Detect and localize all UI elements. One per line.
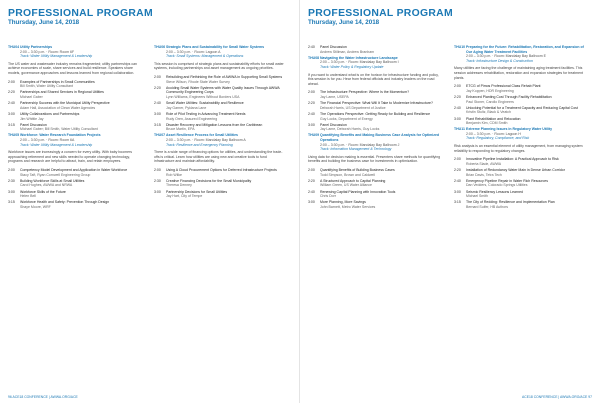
talk-title: Quantifying Benefits of Building Business Cases xyxy=(320,168,395,173)
talk-speaker: Paul Stoner, Carollo Engineers xyxy=(466,99,514,104)
talk-body xyxy=(320,112,430,121)
talk-time: 2:00 xyxy=(454,157,461,162)
talk-body xyxy=(20,112,79,121)
talk-body xyxy=(166,190,227,199)
talk-title: Creative Financing Decisions for the Small Municipality xyxy=(166,178,252,183)
talk-time: 2:20 xyxy=(454,94,461,99)
talk-body xyxy=(320,190,395,199)
right-page xyxy=(300,0,600,403)
talk-body xyxy=(466,200,555,209)
session-description: Using data for decision making is essential. Presenters share methods for quantifying benefits and building the business case for investments in optimization. xyxy=(308,154,441,164)
session-block xyxy=(154,133,287,147)
talk-time: 3:15 xyxy=(154,122,161,127)
talk-time: 2:00 xyxy=(308,90,315,95)
talk-item xyxy=(308,45,441,54)
session-header xyxy=(8,45,141,59)
session-title: Extreme Planning Issues in Regulatory Water Utility xyxy=(466,127,553,132)
talk-title: Workforce Health and Safety: Prevention Through Design xyxy=(20,200,110,205)
talk-time: 2:00 xyxy=(454,84,461,89)
column xyxy=(308,45,441,211)
session-code: THU08 xyxy=(308,55,320,60)
talk-body xyxy=(20,90,104,99)
session-description: The US water and wastewater industry remains fragmented; utility partnerships can achieve economies of scale, share services and build resilience. Speakers share models, governance approaches and lessons learned from regional collaboration. xyxy=(8,61,137,75)
talk-time: 3:00 xyxy=(308,200,315,205)
talk-body xyxy=(20,200,109,209)
talk-title: The Financial Perspective: What Will It Take to Modernize Infrastructure? xyxy=(320,101,433,106)
talk-item xyxy=(154,75,287,84)
talk-title: Utility Collaborations and Partnerships xyxy=(20,111,80,116)
talk-speaker: Jay Garner, Pyklana Lane xyxy=(166,105,207,110)
talk-time: 2:20 xyxy=(8,90,15,95)
session-track: Track: Information Management & Technology xyxy=(320,147,392,152)
session-code: THU06 xyxy=(154,45,166,49)
column xyxy=(154,45,287,200)
talk-body xyxy=(20,168,127,177)
session-block xyxy=(308,133,441,151)
talk-body xyxy=(466,168,565,177)
talk-item xyxy=(8,190,141,199)
talk-time: 2:30 xyxy=(154,178,161,183)
session-meta: 2:00 – 3:30 p.m. · Room: Room 6F xyxy=(20,49,75,54)
talk-speaker: Dan Vedders, Colorado Springs Utilities xyxy=(466,183,528,188)
talk-title: Innovative Pipeline Installation: A Practical Approach to Risk xyxy=(466,157,559,162)
session-track: Track: Small Systems: Management & Operations xyxy=(166,54,244,59)
talk-body xyxy=(466,157,559,166)
talk-title: Workforce Skills of the Future xyxy=(20,189,66,194)
talk-speaker: Jim Whittle Jay xyxy=(20,116,44,121)
talk-time: 2:30 xyxy=(8,178,15,183)
session-meta: 2:00 – 3:30 p.m. · Room: Mandalay Bay Ballroom E xyxy=(466,54,546,59)
talk-speaker: Michael Smith xyxy=(466,194,488,199)
session-track: Track: Resilience and Emergency Planning xyxy=(166,142,233,147)
session-header xyxy=(454,127,587,141)
talk-speaker: Kristin Stultz, Black & Veatch xyxy=(466,110,511,115)
talk-speaker: Bruce Martin, EPA xyxy=(166,127,195,132)
talk-item xyxy=(308,90,441,99)
session-description: Workforce issues are increasingly a concern for every utility. With baby boomers approaching retirement and new skills needed to operate changing technology, programs and research are helpful to attract, train, and retain employees. xyxy=(8,150,132,164)
talk-body xyxy=(320,200,375,209)
talk-title: Installation of Redundancy Water Main in Dense Urban Corridor xyxy=(466,168,565,173)
talk-time: 2:20 xyxy=(454,168,461,173)
session-header xyxy=(308,133,441,151)
talk-time: 2:40 xyxy=(308,111,315,116)
talk-speaker: Jay Hart, City of Tempe xyxy=(166,194,203,199)
session-description: This session is comprised of strategic plans and sustainability efforts for small water systems, including partnerships and asset management as ongoing priorities. xyxy=(154,61,284,71)
column xyxy=(8,45,141,211)
talk-time: 2:40 xyxy=(154,101,161,106)
talk-body xyxy=(166,101,244,110)
session-title: Asset Resilience Process for Small Utilities xyxy=(166,133,238,138)
session-track: Track: Water Utility Management & Leadership xyxy=(20,142,93,147)
talk-time: 2:00 xyxy=(8,168,15,173)
page-date: Thursday, June 14, 2018 xyxy=(308,19,380,26)
session-track: Track: Water Utility Management & Leadership xyxy=(20,54,93,59)
talk-title: Role of Pilot Testing in Advancing Treatment Needs xyxy=(166,111,246,116)
talk-item xyxy=(8,168,141,177)
talk-title: Using A Cloud Procurement Options for Deferred Infrastructure Projects xyxy=(166,168,277,173)
session-meta: 2:00 – 3:30 p.m. · Room: Mandalay Bay Ballroom I xyxy=(320,60,399,65)
session-track: Track: Water Policy & Regulatory Update xyxy=(320,64,384,69)
talk-title: Partnership Success with the Municipal Utility Perspective xyxy=(20,101,110,106)
session-title: Strategic Plans and Sustainability for Small Water Systems xyxy=(166,45,265,49)
talk-speaker: Helen Bell xyxy=(20,194,36,199)
column xyxy=(454,45,587,211)
page-header xyxy=(308,8,592,27)
page-title: PROFESSIONAL PROGRAM xyxy=(8,8,153,19)
talk-time: 3:00 xyxy=(154,189,161,194)
talk-speaker: Guy Locks, Department of Energy xyxy=(320,116,373,121)
talk-body xyxy=(320,168,395,177)
session-info xyxy=(20,133,101,147)
session-header xyxy=(454,45,587,63)
talk-body xyxy=(20,101,110,110)
talk-title: Avoiding Small Water Systems with Water Quality Issues Through AWWA Community Engineering Corps xyxy=(166,85,280,95)
talk-time: 2:00 xyxy=(154,168,161,173)
talk-item xyxy=(154,179,287,188)
talk-speaker: Adam Hall, Association of Clean Water Agencies xyxy=(20,105,96,110)
talk-speaker: Roberta Slade, AWWA xyxy=(466,161,502,166)
session-meta: 2:00 – 3:30 p.m. · Room: Room 6A xyxy=(20,138,75,143)
session-meta: 2:00 – 3:30 p.m. · Room: Lagoon A xyxy=(166,49,221,54)
talk-time: 2:40 xyxy=(454,105,461,110)
talk-title: Rebuilding and Rethinking the Role of AWWA in Supporting Small Systems xyxy=(166,74,283,79)
talk-time: 2:40 xyxy=(8,101,15,106)
talk-item xyxy=(454,200,587,209)
session-description: Many utilities are facing the challenge of maintaining aging treatment facilities. This session addresses rehabilitation, restoration and expansion strategies for treatment plants. xyxy=(454,66,583,80)
talk-body xyxy=(166,112,246,121)
talk-title: Panel Discussion xyxy=(20,122,47,127)
session-code: THU05 xyxy=(8,133,20,138)
talk-body xyxy=(166,168,277,177)
talk-time: 3:00 xyxy=(454,189,461,194)
talk-body xyxy=(20,123,98,132)
talk-title: The Operations Perspective: Getting Ready for Building and Resilience xyxy=(320,111,431,116)
session-info xyxy=(320,133,441,151)
talk-item xyxy=(308,123,441,132)
talk-speaker: Jay Lame, USEPA xyxy=(320,94,349,99)
session-info xyxy=(466,127,552,141)
talk-item xyxy=(154,112,287,121)
talk-item xyxy=(154,168,287,177)
talk-body xyxy=(20,80,95,89)
talk-title: The City of Redding: Resilience and Implementation Plan xyxy=(466,200,555,205)
talk-time: 2:00 xyxy=(154,74,161,79)
talk-speaker: Deborah Harris, US Department of Justice xyxy=(320,105,386,110)
talk-title: Competency Model Development and Application in Water Workforce xyxy=(20,168,128,173)
session-info xyxy=(166,133,246,147)
talk-speaker: Jay Koppen, HDR Engineering xyxy=(466,88,514,93)
talk-body xyxy=(20,179,84,188)
talk-time: 2:20 xyxy=(308,178,315,183)
talk-title: Disaster Recovery and Mitigation Lessons from the Caribbean xyxy=(166,122,263,127)
talk-body xyxy=(320,179,385,188)
talk-body xyxy=(166,75,282,84)
talk-body xyxy=(166,179,251,188)
talk-title: ETCG of Pimos Professional Class Rehab Plant xyxy=(466,84,541,89)
talk-title: Building Workforce Skills at Small Utilities xyxy=(20,178,85,183)
talk-time: 3:00 xyxy=(8,189,15,194)
talk-title: Emergency Pipeline Repair in Water Rich Resources xyxy=(466,178,548,183)
talk-item xyxy=(454,190,587,199)
talk-speaker: Shaye Moore, WRF xyxy=(20,204,51,209)
talk-speaker: Bernard Sulfer, HB Authors xyxy=(466,204,509,209)
talk-body xyxy=(466,190,523,199)
session-meta: 2:00 – 3:30 p.m. · Room: Mandalay Bay Ballroom A xyxy=(166,138,246,143)
session-block xyxy=(454,127,587,141)
talk-item xyxy=(154,190,287,199)
talk-title: Examples of Partnerships in Small Communities xyxy=(20,79,95,84)
talk-item xyxy=(454,168,587,177)
session-block xyxy=(154,45,287,59)
talk-time: 2:40 xyxy=(308,189,315,194)
talk-speaker: Todd Simpson, Brown and Caldwell xyxy=(320,172,376,177)
session-description: If you want to understand what is on the horizon for infrastructure funding and policy, this session is for you. Hear from federal officials and industry leaders on the road ahead. xyxy=(308,72,439,86)
talk-speaker: Lynn Williams, Engineers Without Borders USA xyxy=(166,94,240,99)
talk-item xyxy=(454,95,587,104)
talk-title: Enhanced Planting Cost Through Facility Rehabilitation xyxy=(466,94,552,99)
talk-title: More Planning, More Savings xyxy=(320,200,366,205)
talk-speaker: John Barnett, Metro Water Services xyxy=(320,204,376,209)
talk-title: Partnership Decisions for Small Utilities xyxy=(166,189,228,194)
session-description: There is a wide range of financing options for utilities, and understanding the trade-offs is critical. Learn how utilities are using new and creative tools to fund infrastructure and maintain affordability. xyxy=(154,150,283,164)
session-title: Utility Partnerships xyxy=(20,45,53,49)
talk-body xyxy=(466,84,541,93)
page-footer: ACE18 CONFERENCE | AWWA.ORG/ACE 97 xyxy=(522,395,592,399)
session-header xyxy=(308,56,441,70)
talk-item xyxy=(8,200,141,209)
talk-body xyxy=(166,86,287,100)
talk-title: Partnerships and Shared Services in Regional Utilities xyxy=(20,90,104,95)
talk-body xyxy=(466,106,578,115)
page-date: Thursday, June 14, 2018 xyxy=(8,19,80,26)
talk-time: 3:15 xyxy=(454,200,461,205)
talk-time: 3:00 xyxy=(308,122,315,127)
page-header xyxy=(8,8,292,27)
session-info xyxy=(166,45,264,59)
talk-item xyxy=(308,101,441,110)
session-code: THU04 xyxy=(8,45,20,49)
talk-body xyxy=(466,117,520,126)
talk-item xyxy=(454,84,587,93)
talk-time: 2:40 xyxy=(454,178,461,183)
talk-item xyxy=(8,101,141,110)
session-description: Risk analysis is an essential element of utility management, from managing system reliability to responding to regulatory changes. xyxy=(454,144,583,153)
session-info xyxy=(466,45,587,63)
session-info xyxy=(320,56,399,70)
session-header xyxy=(154,45,287,59)
page-footer: 96 ACE18 CONFERENCE | AWWA.ORG/ACE xyxy=(8,395,78,399)
session-code: THU09 xyxy=(308,133,320,138)
talk-title: Panel Discussion xyxy=(320,45,347,49)
talk-item xyxy=(454,117,587,126)
session-block xyxy=(454,45,587,63)
talk-time: 3:00 xyxy=(154,111,161,116)
page-title: PROFESSIONAL PROGRAM xyxy=(308,8,453,19)
session-meta: 2:00 – 3:30 p.m. · Room: Lagoon H xyxy=(466,131,521,136)
talk-item xyxy=(308,190,441,199)
session-code: THU07 xyxy=(154,133,166,138)
talk-item xyxy=(154,86,287,100)
talk-speaker: Chris Dorr xyxy=(320,194,336,199)
session-title: Preparing for the Future: Rehabilitation, Restoration, and Expansion of Our Aging Water Treatment Facilities xyxy=(466,45,584,54)
talk-speaker: Theresa Denney xyxy=(166,183,192,188)
talk-speaker: Brian Davis, Tetra Tech xyxy=(466,172,502,177)
session-info xyxy=(20,45,92,59)
talk-time: 3:00 xyxy=(454,116,461,121)
talk-item xyxy=(454,106,587,115)
talk-speaker: Steve Wilson, Rhode State Water Survey xyxy=(166,79,230,84)
session-header xyxy=(154,133,287,147)
talk-time: 2:20 xyxy=(308,101,315,106)
talk-time: 2:40 xyxy=(308,45,315,49)
talk-item xyxy=(454,179,587,188)
session-title: Quantifying Benefits and Making Business Case Analysis for Optimized Operations xyxy=(320,133,440,143)
talk-title: Renewing Capital Planning with Innovation Tools xyxy=(320,189,396,194)
talk-item xyxy=(8,80,141,89)
talk-title: The Infrastructure Perspective: Where Is the Momentum? xyxy=(320,90,410,95)
session-title: Navigating the Water Infrastructure Landscape xyxy=(320,55,398,60)
talk-item xyxy=(454,157,587,166)
talk-item xyxy=(308,112,441,121)
talk-time: 3:00 xyxy=(8,111,15,116)
talk-body xyxy=(320,101,433,110)
talk-body xyxy=(20,190,66,199)
session-code: THU11 xyxy=(454,127,465,132)
talk-body xyxy=(320,45,374,54)
talk-title: Plant Rehabilitation and Relocation xyxy=(466,116,521,121)
talk-item xyxy=(308,179,441,188)
session-block xyxy=(8,45,141,59)
talk-time: 2:00 xyxy=(308,168,315,173)
session-block xyxy=(308,56,441,70)
talk-title: Seismic Resiliency Lessons Learned xyxy=(466,189,523,194)
talk-body xyxy=(466,95,552,104)
session-block xyxy=(8,133,141,147)
talk-speaker: Michael Gaber xyxy=(20,94,43,99)
talk-body xyxy=(166,123,262,132)
talk-item xyxy=(8,90,141,99)
talk-speaker: Carol Hughes, AWWA and NRWA xyxy=(20,183,73,188)
talk-title: Unlocking Potential for a Treatment Capacity and Reducing Capital Cost xyxy=(466,105,578,110)
session-meta: 2:00 – 3:30 p.m. · Room: Mandalay Bay Ballroom J xyxy=(320,142,400,147)
session-code: THU10 xyxy=(454,45,466,49)
session-header xyxy=(8,133,141,147)
talk-title: A Structured Approach to Capital Planning xyxy=(320,178,386,183)
talk-item xyxy=(308,200,441,209)
talk-title: Small Water Utilities: Sustainability and Resilience xyxy=(166,101,244,106)
talk-item xyxy=(8,123,141,132)
talk-speaker: Rudy Oren, Assured Engineering xyxy=(166,116,218,121)
talk-body xyxy=(466,179,548,188)
talk-item xyxy=(8,179,141,188)
talk-item xyxy=(154,123,287,132)
talk-item xyxy=(154,101,287,110)
talk-speaker: Benjamin Kim, CDM Smith xyxy=(466,121,508,126)
talk-title: Panel Discussion xyxy=(320,122,347,127)
talk-speaker: Andrew Stillman, Andrew Branham xyxy=(320,49,375,54)
session-track: Track: Infrastructure Design & Construction xyxy=(466,58,533,63)
talk-speaker: Rob Wilke xyxy=(166,172,182,177)
session-title: Workforce: Water Research Foundation Projects xyxy=(20,133,101,138)
talk-speaker: Bill Smith, Water Utility Consultant xyxy=(20,84,73,89)
talk-item xyxy=(8,112,141,121)
session-track: Track: Regulatory, Compliance, and Risk xyxy=(466,136,530,141)
talk-time: 2:00 xyxy=(8,79,15,84)
talk-speaker: Michael Gaber; Bill Smith, Water Utility Consultant xyxy=(20,127,98,132)
talk-time: 2:20 xyxy=(154,85,161,90)
talk-speaker: Stacy Taft, Ryan Cornwell Engineering Group xyxy=(20,172,91,177)
talk-body xyxy=(320,90,409,99)
talk-speaker: William Green, US Water Alliance xyxy=(320,183,372,188)
talk-body xyxy=(320,123,379,132)
talk-time: 3:15 xyxy=(8,200,15,205)
talk-time: 3:15 xyxy=(8,122,15,127)
talk-speaker: Jay Lame, Deborah Harris, Guy Locks xyxy=(320,127,380,132)
talk-item xyxy=(308,168,441,177)
